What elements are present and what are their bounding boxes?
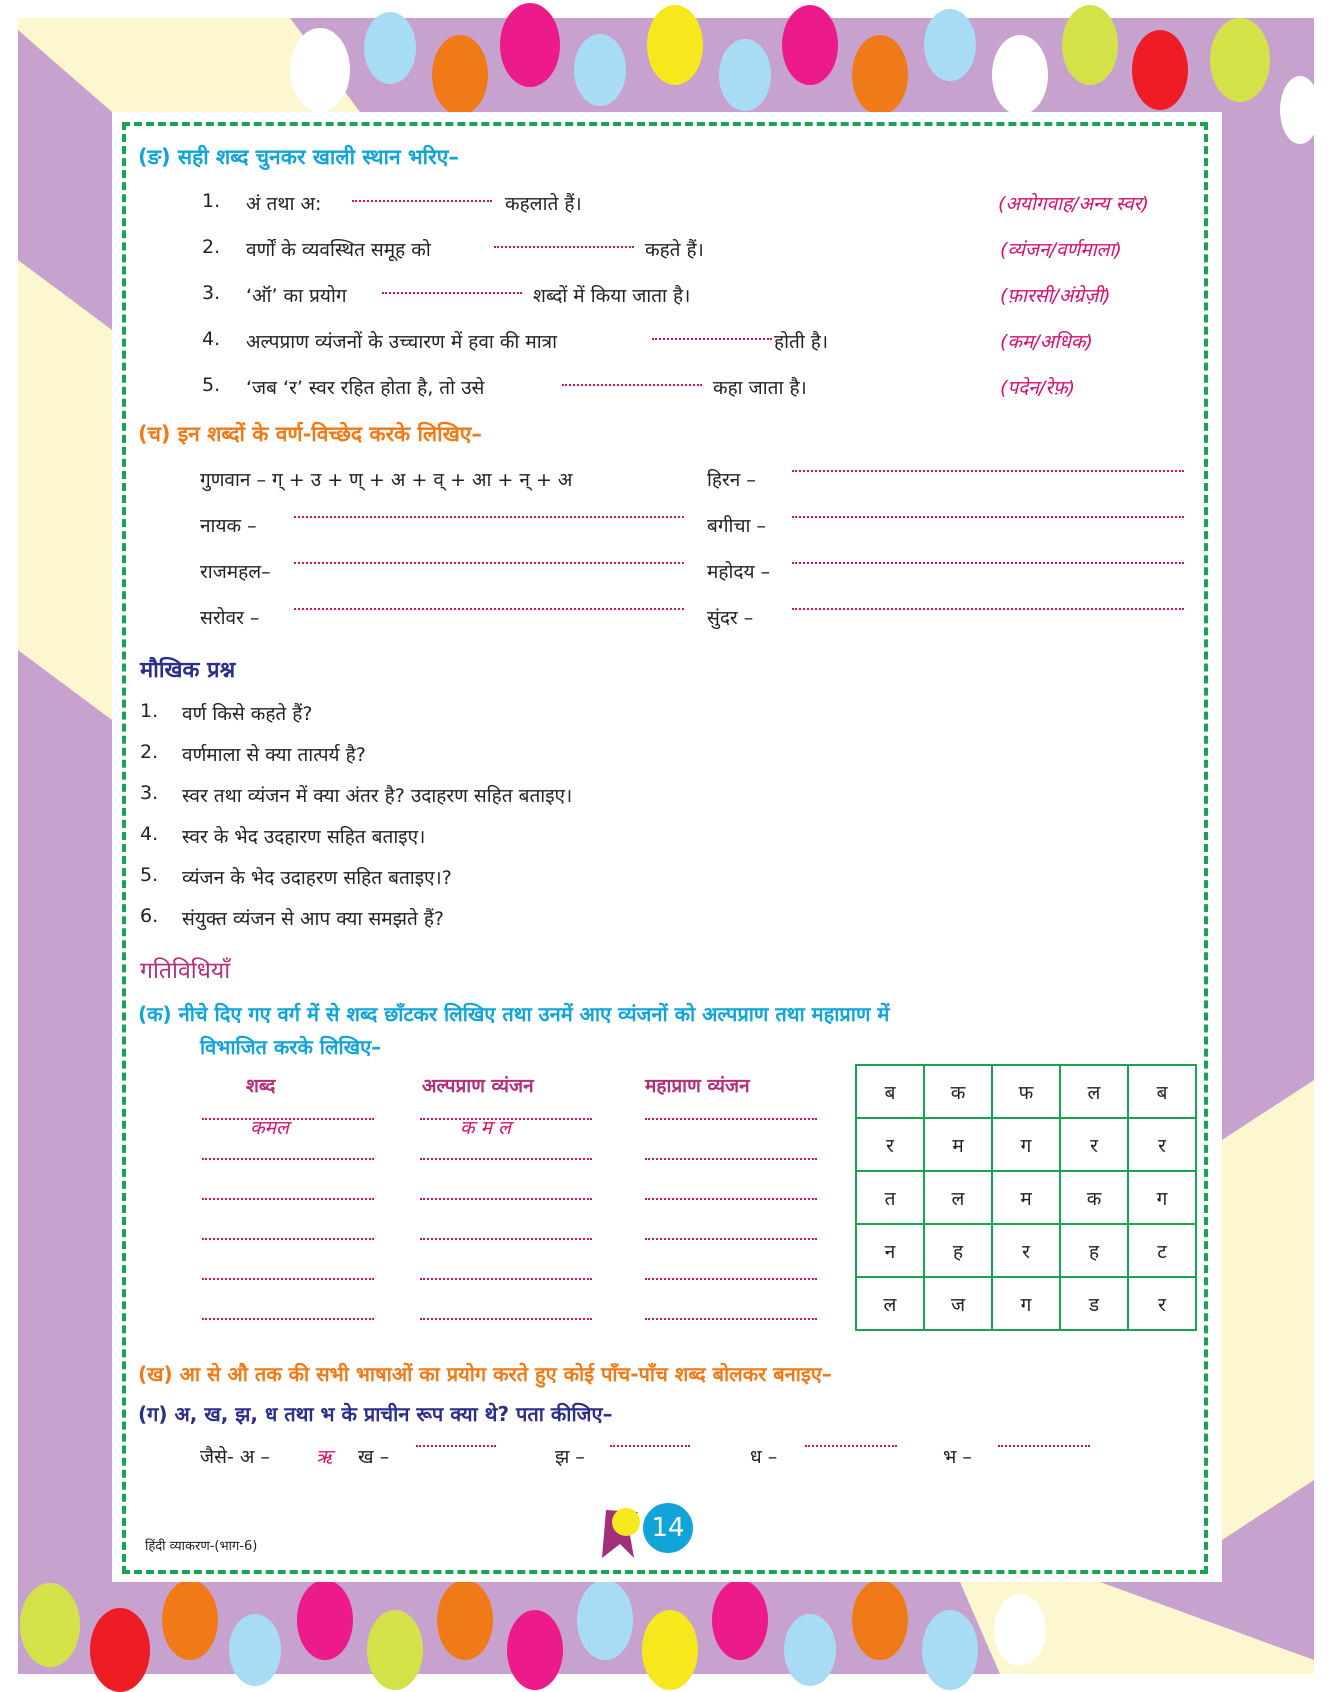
grid-row: [856, 1224, 1196, 1277]
section-ch-heading: (च) इन शब्दों के वर्ण-विच्छेद करके लिखिए–: [138, 422, 482, 446]
oral-q1-num: 1.: [140, 700, 159, 722]
activity-ga: (ग) अ, ख, झ, ध तथा भ के प्राचीन रूप क्या थे? पता कीजिए–: [138, 1402, 613, 1426]
answer-line-maha-4[interactable]: [645, 1238, 817, 1240]
varn-blank-mahoday[interactable]: [792, 562, 1184, 564]
column-header-alpaprana: अल्पप्राण व्यंजन: [422, 1075, 534, 1097]
oral-q2-num: 2.: [140, 741, 159, 763]
grid-cell: र: [1060, 1118, 1128, 1171]
activities-heading: गतिविधियाँ: [140, 958, 231, 984]
column-header-shabd: शब्द: [246, 1075, 276, 1097]
letter-grid: [855, 1064, 1197, 1331]
varn-blank-bagicha[interactable]: [792, 516, 1184, 518]
varn-word-sundar: सुंदर –: [707, 607, 754, 629]
section-e-heading: (ङ) सही शब्द चुनकर खाली स्थान भरिए–: [138, 145, 459, 169]
activity-kha: (ख) आ से औ तक की सभी भाषाओं का प्रयोग करते हुए कोई पाँच-पाँच शब्द बोलकर बनाइए–: [138, 1362, 832, 1386]
fill-item-2-options: (व्यंजन/वर्णमाला): [1000, 239, 1122, 261]
fill-blank-4[interactable]: [652, 338, 772, 340]
grid-cell: ल: [924, 1171, 992, 1224]
fill-item-4-options: (कम/अधिक): [1000, 331, 1093, 353]
varn-word-mahoday: महोदय –: [707, 561, 771, 583]
fill-blank-5[interactable]: [562, 384, 702, 386]
example-alpaprana-letters: क म ल: [460, 1117, 511, 1139]
grid-row: [856, 1171, 1196, 1224]
grid-cell: ट: [1128, 1224, 1196, 1277]
fill-blank-2[interactable]: [494, 246, 634, 248]
ga-blank-kha[interactable]: [416, 1445, 496, 1447]
grid-cell: फ: [992, 1065, 1060, 1118]
oral-q2-text: वर्णमाला से क्या तात्पर्य है?: [182, 744, 366, 766]
oral-q4-num: 4.: [140, 823, 159, 845]
grid-cell: ह: [1060, 1224, 1128, 1277]
answer-line-shabd-6[interactable]: [202, 1318, 374, 1320]
ga-blank-dha[interactable]: [805, 1445, 897, 1447]
answer-line-alpa-2[interactable]: [420, 1158, 592, 1160]
oral-q3-text: स्वर तथा व्यंजन में क्या अंतर है? उदाहरण सहित बताइए।: [182, 785, 573, 807]
varn-blank-sundar[interactable]: [792, 608, 1184, 610]
oral-heading: मौखिक प्रश्न: [140, 658, 236, 683]
grid-cell: ब: [1128, 1065, 1196, 1118]
fill-item-5-before: ‘जब ‘र’ स्वर रहित होता है, तो उसे: [246, 377, 485, 399]
ga-blank-jha[interactable]: [610, 1445, 690, 1447]
ga-letter-dha: ध –: [750, 1446, 778, 1468]
varn-blank-hiran[interactable]: [792, 470, 1184, 472]
varn-blank-sarovar[interactable]: [294, 608, 684, 610]
varn-word-bagicha: बगीचा –: [707, 515, 766, 537]
ga-example-label: जैसे- अ –: [200, 1446, 270, 1468]
grid-cell: ग: [992, 1277, 1060, 1330]
grid-cell: ग: [1128, 1171, 1196, 1224]
grid-cell: म: [924, 1118, 992, 1171]
varn-word-rajmahal: राजमहल–: [200, 561, 271, 583]
fill-blank-3[interactable]: [382, 292, 522, 294]
fill-blank-1[interactable]: [352, 200, 492, 202]
fill-item-3-after: शब्दों में किया जाता है।: [533, 285, 691, 307]
varn-viched-example: गुणवान – ग् + उ + ण् + अ + व् + आ + न् + अ: [200, 469, 573, 491]
grid-cell: न: [856, 1224, 924, 1277]
grid-cell: म: [992, 1171, 1060, 1224]
answer-line-maha-5[interactable]: [645, 1278, 817, 1280]
ga-blank-bha[interactable]: [998, 1445, 1090, 1447]
ga-letter-jha: झ –: [555, 1446, 585, 1468]
grid-cell: र: [1128, 1118, 1196, 1171]
example-word-kamal: कमल: [250, 1117, 289, 1139]
fill-item-1-after: कहलाते हैं।: [505, 193, 582, 215]
answer-line-shabd-2[interactable]: [202, 1158, 374, 1160]
answer-line-maha-2[interactable]: [645, 1158, 817, 1160]
varn-word-sarovar: सरोवर –: [200, 607, 260, 629]
answer-line-shabd-5[interactable]: [202, 1278, 374, 1280]
answer-line-alpa-6[interactable]: [420, 1318, 592, 1320]
fill-item-1-before: अं तथा अ:: [246, 193, 322, 215]
grid-cell: ग: [992, 1118, 1060, 1171]
oral-q5-text: व्यंजन के भेद उदाहरण सहित बताइए।?: [182, 867, 452, 889]
fill-item-4-num: 4.: [202, 328, 221, 350]
grid-cell: ल: [1060, 1065, 1128, 1118]
grid-cell: र: [1128, 1277, 1196, 1330]
fill-item-5-num: 5.: [202, 374, 221, 396]
answer-line-shabd-4[interactable]: [202, 1238, 374, 1240]
fill-item-4-before: अल्पप्राण व्यंजनों के उच्चारण में हवा की मात्रा: [246, 331, 558, 353]
grid-row: [856, 1277, 1196, 1330]
grid-cell: ज: [924, 1277, 992, 1330]
varn-blank-nayak[interactable]: [294, 516, 684, 518]
footer-book-title: हिंदी व्याकरण-(भाग-6): [145, 1539, 258, 1554]
varn-word-nayak: नायक –: [200, 515, 257, 537]
answer-line-maha-3[interactable]: [645, 1198, 817, 1200]
answer-line-alpa-1[interactable]: [420, 1118, 592, 1120]
fill-item-4-after: होती है।: [774, 331, 829, 353]
fill-item-2-num: 2.: [202, 236, 221, 258]
answer-line-alpa-3[interactable]: [420, 1198, 592, 1200]
page-number: 14: [643, 1503, 693, 1553]
grid-row: [856, 1065, 1196, 1118]
fill-item-5-after: कहा जाता है।: [713, 377, 807, 399]
varn-blank-rajmahal[interactable]: [294, 562, 684, 564]
fill-item-5-options: (पदेन/रेफ़): [1000, 377, 1076, 399]
fill-item-3-num: 3.: [202, 282, 221, 304]
answer-line-shabd-3[interactable]: [202, 1198, 374, 1200]
fill-item-2-after: कहते हैं।: [645, 239, 704, 261]
varn-word-hiran: हिरन –: [707, 469, 756, 491]
grid-cell: र: [992, 1224, 1060, 1277]
grid-cell: क: [1060, 1171, 1128, 1224]
grid-cell: क: [924, 1065, 992, 1118]
answer-line-alpa-5[interactable]: [420, 1278, 592, 1280]
answer-line-maha-6[interactable]: [645, 1318, 817, 1320]
grid-cell: ब: [856, 1065, 924, 1118]
fill-item-1-options: (अयोगवाह/अन्य स्वर): [998, 193, 1149, 215]
oral-q6-num: 6.: [140, 905, 159, 927]
fill-item-2-before: वर्णों के व्यवस्थित समूह को: [246, 239, 431, 261]
ga-letter-kha: ख –: [358, 1446, 390, 1468]
grid-cell: त: [856, 1171, 924, 1224]
answer-line-maha-1[interactable]: [645, 1118, 817, 1120]
oral-q5-num: 5.: [140, 864, 159, 886]
ga-letter-bha: भ –: [943, 1446, 972, 1468]
grid-cell: ह: [924, 1224, 992, 1277]
oral-q4-text: स्वर के भेद उदहारण सहित बताइए।: [182, 826, 426, 848]
oral-q6-text: संयुक्त व्यंजन से आप क्या समझते हैं?: [182, 908, 445, 930]
fill-item-3-options: (फ़ारसी/अंग्रेज़ी): [1000, 285, 1111, 307]
answer-line-alpa-4[interactable]: [420, 1238, 592, 1240]
grid-cell: ड: [1060, 1277, 1128, 1330]
grid-row: [856, 1118, 1196, 1171]
oral-q3-num: 3.: [140, 782, 159, 804]
fill-item-3-before: ‘ऑ’ का प्रयोग: [246, 285, 347, 307]
ga-example-answer: ऋ: [316, 1446, 333, 1468]
activity-ka-line1: (क) नीचे दिए गए वर्ग में से शब्द छाँटकर लिखिए तथा उनमें आए व्यंजनों को अल्पप्राण तथा महाप्राण में: [138, 1002, 890, 1026]
fill-item-1-num: 1.: [202, 190, 221, 212]
activity-ka-line2: विभाजित करके लिखिए–: [200, 1035, 382, 1059]
oral-q1-text: वर्ण किसे कहते हैं?: [182, 703, 313, 725]
column-header-mahaprana: महाप्राण व्यंजन: [645, 1075, 750, 1097]
grid-cell: ल: [856, 1277, 924, 1330]
answer-line-shabd-1[interactable]: [202, 1118, 374, 1120]
grid-cell: र: [856, 1118, 924, 1171]
